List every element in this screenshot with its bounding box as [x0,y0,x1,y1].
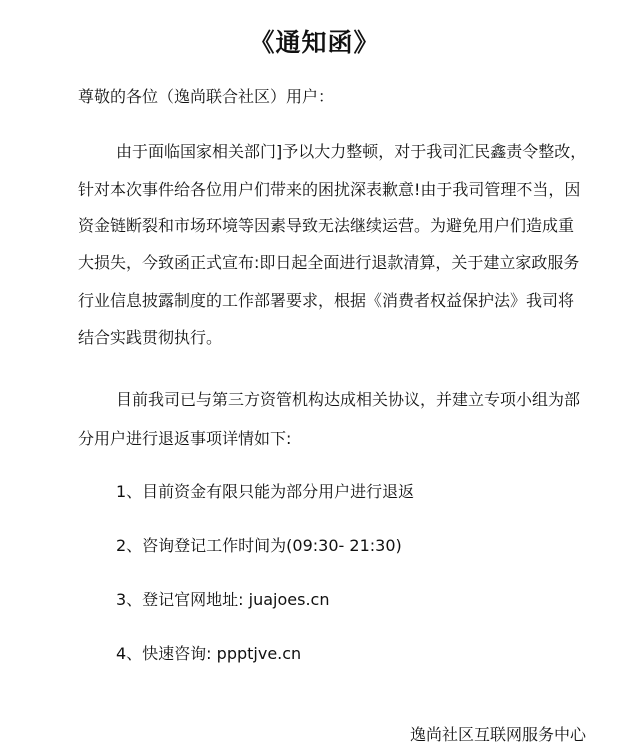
document-title: 《通知函》 [249,28,380,57]
paragraph1-line-2: 针对本次事件给各位用户们带来的困扰深表歉意!由于我司管理不当，因 [78,180,581,199]
paragraph1-line-3: 资金链断裂和市场环境等因素导致无法继续运营。为避免用户们造成重 [78,216,575,235]
paragraph1-line-1: 由于面临国家相关部门]予以大力整顿，对于我司汇民鑫责令整改， [116,142,587,161]
paragraph1-line-5: 行业信息披露制度的工作部署要求，根据《消费者权益保护法》我司将 [78,291,575,310]
signature: 逸尚社区互联网服务中心 [410,725,587,744]
paragraph2-line-2: 分用户进行退返事项详情如下: [78,429,292,448]
greeting-line: 尊敬的各位（逸尚联合社区）用户： [78,87,335,106]
list-item-1: 1、目前资金有限只能为部分用户进行退返 [116,482,415,501]
list-item-3: 3、登记官网地址: juajoes.cn [116,590,330,609]
list-item-2: 2、咨询登记工作时间为(09:30- 21:30) [116,536,402,555]
paragraph1-line-4: 大损失，今致函正式宣布:即日起全面进行退款清算，关于建立家政服务 [78,253,580,272]
paragraph2-line-1: 目前我司已与第三方资管机构达成相关协议，并建立专项小组为部 [116,390,581,409]
list-item-4: 4、快速咨询: ppptjve.cn [116,644,302,663]
paragraph1-line-6: 结合实践贯彻执行。 [78,328,223,347]
